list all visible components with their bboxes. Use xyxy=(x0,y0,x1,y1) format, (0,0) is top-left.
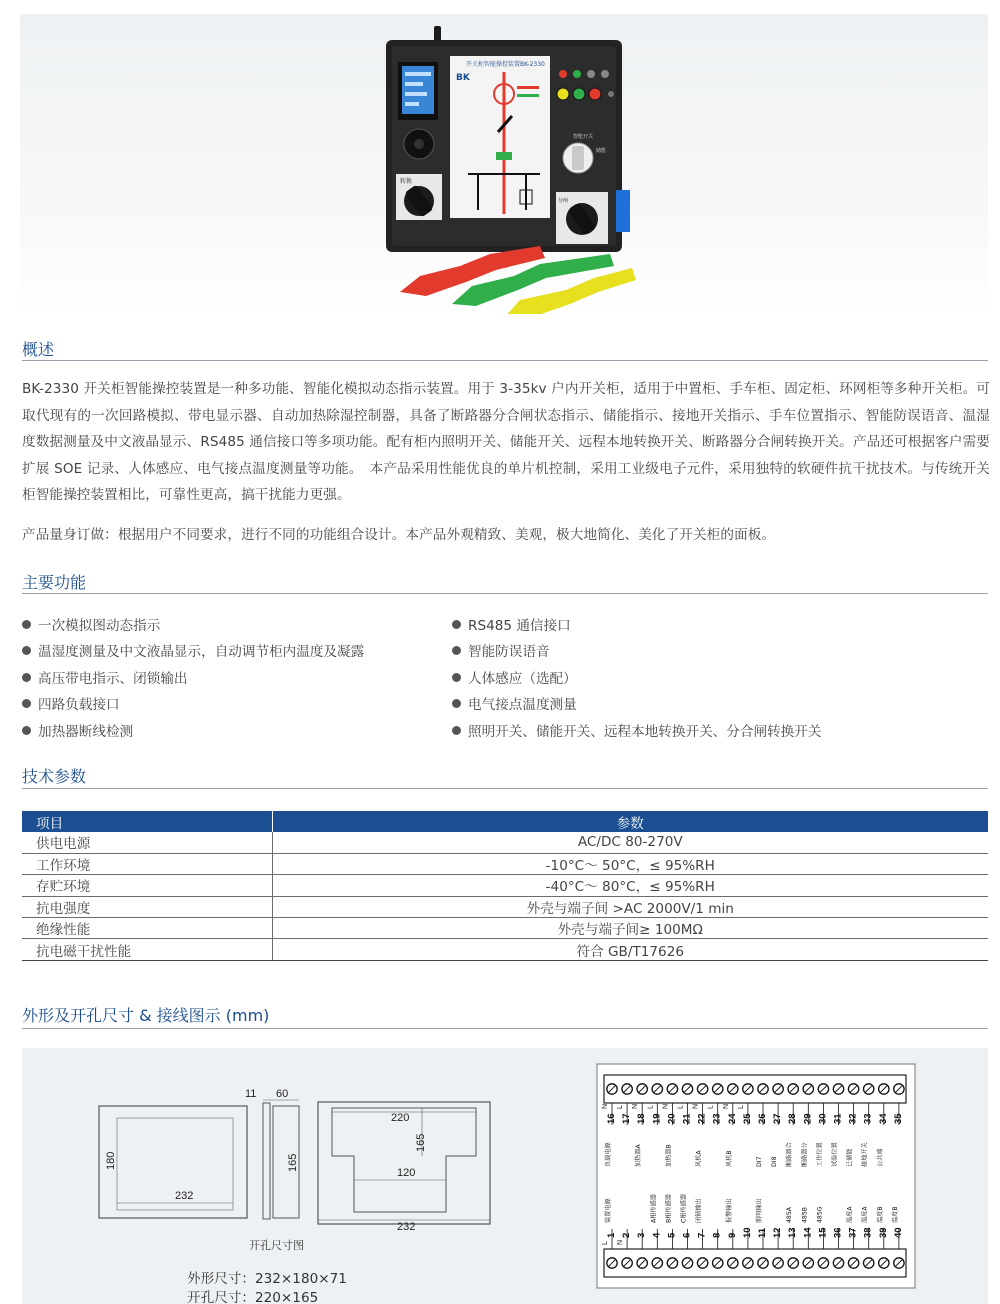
terminal-signal: L xyxy=(647,1105,655,1109)
spec-item: 工作环境 xyxy=(22,853,272,874)
terminal-label: 工作位置 xyxy=(816,1142,824,1167)
svg-text:232: 232 xyxy=(397,1221,416,1233)
terminal-number: 8 xyxy=(711,1232,723,1238)
terminal-number: 35 xyxy=(892,1113,904,1124)
bullet-icon xyxy=(452,673,461,682)
terminal-number: 14 xyxy=(802,1227,814,1238)
svg-text:转换: 转换 xyxy=(400,178,413,185)
feature-item: 智能防误语音 xyxy=(452,640,550,660)
feature-item: 高压带电指示、闭锁输出 xyxy=(22,667,188,687)
terminal-number: 15 xyxy=(817,1227,829,1238)
terminal-number: 28 xyxy=(787,1113,799,1124)
terminal-label: DI8 xyxy=(771,1156,779,1167)
svg-text:智能开关: 智能开关 xyxy=(573,134,594,140)
bullet-icon xyxy=(452,699,461,708)
dimensions-divider xyxy=(22,1028,988,1029)
terminal-block-icon xyxy=(616,190,630,232)
table-row xyxy=(22,896,988,917)
terminal-label: B相传感器 xyxy=(665,1194,673,1223)
spec-value: 外壳与端子间 >AC 2000V/1 min xyxy=(272,896,988,917)
terminal-number: 10 xyxy=(741,1227,753,1238)
outline-size-text: 外形尺寸：232×180×71 xyxy=(187,1271,347,1287)
specs-title: 技术参数 xyxy=(22,767,87,786)
feature-item: 一次模拟图动态指示 xyxy=(22,614,160,634)
terminal-number: 31 xyxy=(832,1113,844,1124)
cutout-caption: 开孔尺寸图 xyxy=(249,1239,304,1252)
spec-value: AC/DC 80-270V xyxy=(272,832,988,853)
terminal-number: 1 xyxy=(606,1232,617,1238)
terminal-label: A相传感器 xyxy=(650,1194,658,1223)
terminal-label: 温度A xyxy=(846,1206,854,1223)
terminal-label: 报警输出 xyxy=(725,1198,733,1223)
feature-item: 电气接点温度测量 xyxy=(452,693,577,713)
terminal-number: 21 xyxy=(681,1113,693,1124)
bullet-icon xyxy=(22,673,31,682)
table-row xyxy=(22,939,988,960)
terminal-number: 39 xyxy=(877,1227,889,1238)
terminal-number: 30 xyxy=(817,1113,829,1124)
spec-header-item: 项目 xyxy=(22,811,272,832)
spec-value: -10°C～ 50°C，≤ 95%RH xyxy=(272,853,988,874)
svg-text:60: 60 xyxy=(276,1088,289,1100)
terminal-label: 断路器合 xyxy=(786,1142,794,1167)
terminal-number: 40 xyxy=(892,1227,904,1238)
terminal-number: 32 xyxy=(847,1113,859,1124)
terminal-signal: N xyxy=(617,1239,625,1245)
terminal-label: 照明输出 xyxy=(756,1198,763,1223)
terminal-label: 485B xyxy=(801,1206,809,1223)
svg-text:11: 11 xyxy=(245,1088,257,1100)
terminal-number: 16 xyxy=(606,1113,617,1124)
feature-item: RS485 通信接口 xyxy=(452,614,571,634)
terminal-label: C相传感器 xyxy=(680,1193,688,1223)
terminal-label: 加热器B xyxy=(665,1144,673,1167)
svg-text:165: 165 xyxy=(287,1153,299,1172)
terminal-signal: L xyxy=(602,1241,609,1245)
bullet-icon xyxy=(22,726,31,735)
terminal-label: 温度B xyxy=(876,1206,884,1223)
feature-item: 加热器断线检测 xyxy=(22,720,133,740)
feature-item: 温湿度测量及中文液晶显示，自动调节柜内温度及凝露 xyxy=(22,640,364,660)
feature-item: 四路负载接口 xyxy=(22,693,120,713)
terminal-number: 13 xyxy=(787,1227,799,1238)
spec-item: 存贮环境 xyxy=(22,875,272,896)
terminal-number: 23 xyxy=(711,1113,723,1124)
features-title: 主要功能 xyxy=(22,573,87,592)
spec-header-param: 参数 xyxy=(272,811,988,832)
terminal-number: 34 xyxy=(877,1113,889,1124)
terminal-label: 装置电源 xyxy=(605,1198,612,1223)
bullet-icon xyxy=(22,620,31,629)
terminal-signal: L xyxy=(707,1105,715,1109)
terminal-label: 试验位置 xyxy=(831,1142,839,1167)
spec-item: 供电电源 xyxy=(22,832,272,853)
terminal-signal: N xyxy=(602,1103,609,1109)
bullet-icon xyxy=(22,646,31,655)
front-outline xyxy=(99,1106,247,1218)
terminal-number: 33 xyxy=(862,1113,874,1124)
terminal-number: 9 xyxy=(726,1232,738,1238)
terminal-label: DI7 xyxy=(756,1156,763,1167)
table-row xyxy=(22,853,988,874)
terminal-number: 27 xyxy=(772,1113,784,1124)
spec-value: -40°C～ 80°C，≤ 95%RH xyxy=(272,875,988,896)
overview-title: 概述 xyxy=(22,340,55,359)
terminal-number: 2 xyxy=(621,1232,633,1238)
svg-text:120: 120 xyxy=(397,1167,416,1179)
product-hero xyxy=(20,14,988,314)
terminal-label: 加热器A xyxy=(635,1144,643,1167)
spec-value: 符合 GB/T17626 xyxy=(272,939,988,960)
overview-divider xyxy=(22,360,988,361)
bullet-icon xyxy=(452,620,461,629)
terminal-signal: N xyxy=(722,1103,730,1109)
terminal-label: 风机B xyxy=(725,1150,733,1167)
terminal-label: 闭锁输出 xyxy=(695,1198,703,1223)
svg-text:220: 220 xyxy=(391,1112,410,1124)
terminal-label: 风机A xyxy=(695,1150,703,1167)
dimension-diagram-panel xyxy=(22,1048,988,1304)
terminal-number: 4 xyxy=(651,1232,663,1238)
terminal-signal: L xyxy=(617,1105,625,1109)
terminal-number: 22 xyxy=(696,1113,708,1124)
terminal-number: 6 xyxy=(681,1232,693,1238)
feature-item: 照明开关、储能开关、远程本地转换开关、分合闸转换开关 xyxy=(452,720,821,740)
svg-text:232: 232 xyxy=(175,1190,194,1202)
table-row xyxy=(22,918,988,939)
svg-text:165: 165 xyxy=(415,1133,427,1152)
terminal-number: 24 xyxy=(726,1113,738,1124)
terminal-number: 25 xyxy=(741,1113,753,1124)
terminal-number: 3 xyxy=(636,1232,648,1238)
terminal-label: 接地开关 xyxy=(861,1142,869,1167)
terminal-number: 26 xyxy=(757,1113,768,1124)
overview-paragraph-1: BK-2330 开关柜智能操控装置是一种多功能、智能化模拟动态指示装置。用于 3-35kv 户内开关柜，适用于中置柜、手车柜、固定柜、环网柜等多种开关柜。可取代现有的一次回路模拟、带电显示器、自动加热除湿控制器，具备了断路器分合闸状态指示、储能指示、接地开关指示、手车位置指示、智能防误语音、温湿度数据测量及中文液晶显示、RS485 通信接口等多项功能。配有柜内照明开关、储能开关、远程本地转换开关、断路器分合闸转换开关。产品还可根据客户需要扩展 SOE 记录、人体感应、电气接点温度测量等功能。 本产品采用性能优良的单片机控制，采用工业级电子元件，采用独特的软硬件抗干扰技术。与传统开关柜智能操控装置相比，可靠性更高，搞干扰能力更强。 xyxy=(22,381,990,503)
cutout-size-text: 开孔尺寸：220×165 xyxy=(187,1290,319,1304)
terminal-number: 11 xyxy=(757,1227,768,1238)
terminal-signal: N xyxy=(632,1103,640,1109)
terminal-number: 17 xyxy=(621,1113,633,1124)
terminal-number: 37 xyxy=(847,1227,859,1238)
terminal-label: 485G xyxy=(816,1206,824,1223)
terminal-signal: N xyxy=(662,1103,670,1109)
terminal-number: 29 xyxy=(802,1113,814,1124)
svg-text:180: 180 xyxy=(105,1151,117,1170)
terminal-label: 485A xyxy=(786,1206,794,1223)
terminal-label: 公共端 xyxy=(876,1148,884,1167)
terminal-label: 温度A xyxy=(861,1206,869,1223)
svg-text:分闸: 分闸 xyxy=(558,198,569,204)
spec-value: 外壳与端子间≥ 100MΩ xyxy=(272,918,988,939)
bullet-icon xyxy=(22,699,31,708)
table-row xyxy=(22,875,988,896)
bullet-icon xyxy=(452,726,461,735)
terminal-number: 18 xyxy=(636,1113,648,1124)
terminal-signal: L xyxy=(677,1105,685,1109)
terminal-signal: L xyxy=(737,1105,745,1109)
spec-item: 抗电强度 xyxy=(22,896,272,917)
terminal-label: 负载电源 xyxy=(605,1142,612,1167)
spec-header-row xyxy=(22,811,988,832)
dimensions-title: 外形及开孔尺寸 & 接线图示 (mm) xyxy=(22,1006,270,1025)
terminal-number: 19 xyxy=(651,1113,663,1124)
svg-text:BK: BK xyxy=(456,73,470,83)
terminal-number: 36 xyxy=(832,1227,844,1238)
spec-table xyxy=(22,811,988,961)
terminal-label: 温度B xyxy=(891,1206,899,1223)
table-row xyxy=(22,832,988,853)
spec-item: 抗电磁干扰性能 xyxy=(22,939,272,960)
svg-text:开关柜智能操控装置BK-2330: 开关柜智能操控装置BK-2330 xyxy=(466,61,545,68)
overview-paragraph-2: 产品量身订做：根据用户不同要求，进行不同的功能组合设计。本产品外观精致、美观，极大地简化、美化了开关柜的面板。 xyxy=(22,527,776,543)
wiring-diagram xyxy=(596,1063,916,1289)
terminal-number: 5 xyxy=(666,1232,678,1238)
wiring-board xyxy=(597,1064,915,1288)
terminal-label: 已储能 xyxy=(846,1148,854,1167)
product-illustration xyxy=(20,14,988,314)
terminal-number: 12 xyxy=(772,1227,784,1238)
terminal-signal: N xyxy=(692,1103,700,1109)
terminal-number: 20 xyxy=(666,1113,678,1124)
bullet-icon xyxy=(452,646,461,655)
specs-divider xyxy=(22,788,988,789)
terminal-label: 断路器分 xyxy=(801,1142,809,1167)
spec-item: 绝缘性能 xyxy=(22,918,272,939)
terminal-number: 7 xyxy=(696,1232,708,1238)
terminal-number: 38 xyxy=(862,1227,874,1238)
feature-item: 人体感应（选配） xyxy=(452,667,577,687)
svg-text:储能: 储能 xyxy=(596,148,607,154)
features-divider xyxy=(22,593,988,594)
